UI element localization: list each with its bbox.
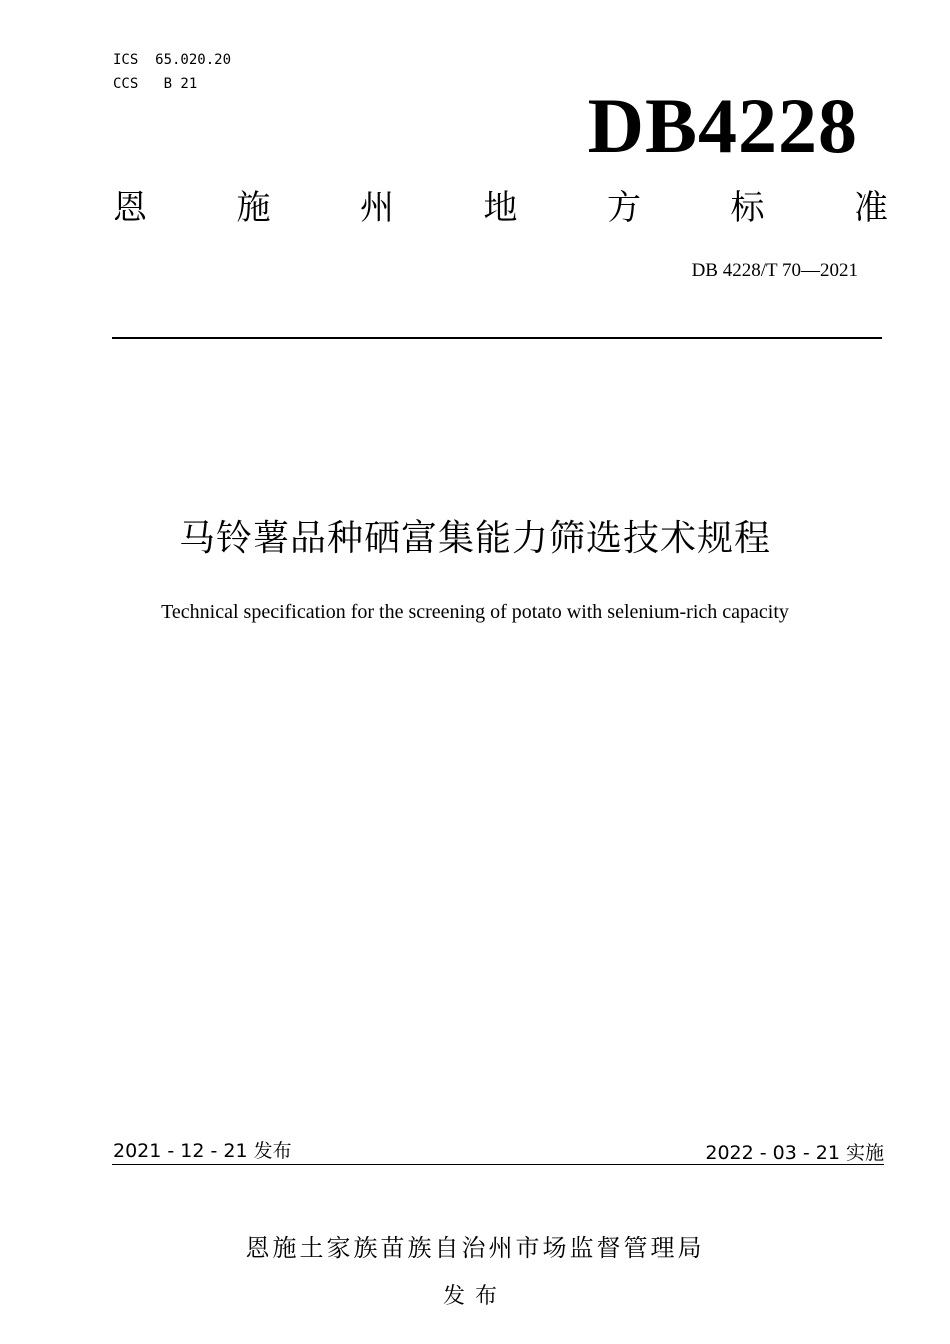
standard-number: DB 4228/T 70—2021 xyxy=(691,260,858,281)
standard-type-char: 州 xyxy=(360,188,394,228)
classification-codes xyxy=(113,48,231,96)
issue-date: 2021 - 12 - 21 发布 xyxy=(113,1140,292,1162)
issuing-authority: 恩施土家族苗族自治州市场监督管理局 xyxy=(245,1234,705,1262)
standard-type-char: 方 xyxy=(607,188,641,228)
standard-type xyxy=(113,186,888,230)
standard-type-char: 恩 xyxy=(113,188,147,228)
footer-divider xyxy=(112,1164,884,1165)
implementation-date: 2022 - 03 - 21 实施 xyxy=(705,1142,884,1164)
ics-code: ICS 65.020.20 xyxy=(113,52,232,68)
title-chinese: 马铃薯品种硒富集能力筛选技术规程 xyxy=(178,518,771,559)
standard-mark: DB4228 xyxy=(587,82,858,169)
standard-type-char: 地 xyxy=(483,188,518,228)
standard-type-char: 施 xyxy=(236,188,271,228)
standard-type-char: 标 xyxy=(730,188,765,228)
title-english: Technical specification for the screening of potato with selenium-rich capacity xyxy=(161,601,789,623)
standard-type-char: 准 xyxy=(854,188,888,228)
issue-label: 发布 xyxy=(442,1284,507,1309)
header-divider xyxy=(112,337,882,339)
ccs-code: CCS B 21 xyxy=(113,76,198,92)
